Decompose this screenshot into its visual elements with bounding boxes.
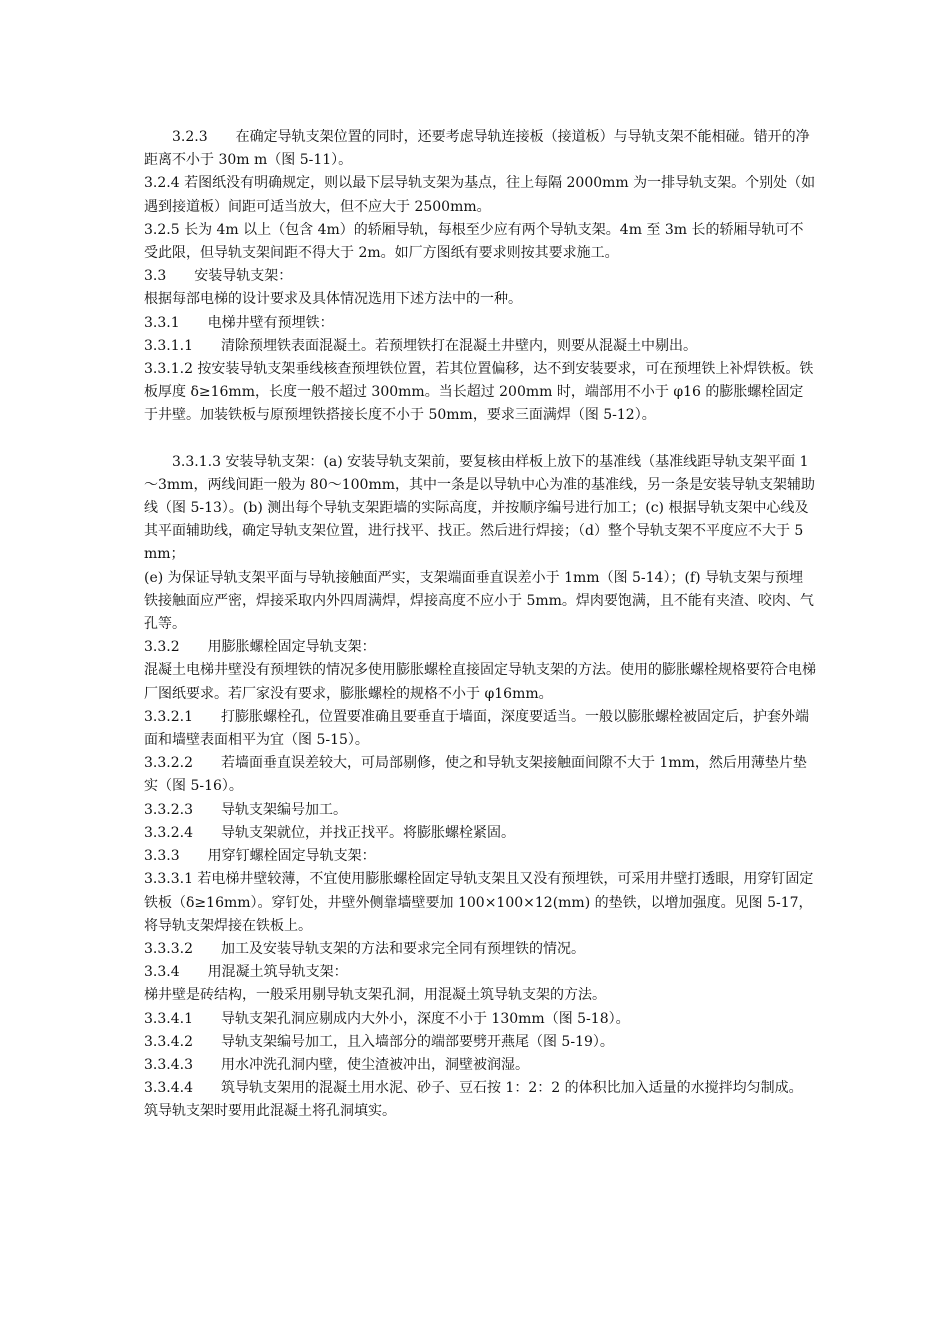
paragraph-3-3-1-3: 3.3.1.3 安装导轨支架：(a) 安装导轨支架前，要复核由样板上放下的基准线（基准线距导轨支架平面 1～3mm，两线间距一般为 80～100mm，其中一条是以导轨中心为准的基准线，另一条是安装导轨支架辅助线（图 5-13）。(b) 测出每个导轨支架距墙的实际高度，并按顺序编号进行加工；(c) 根据导轨支架中心线及其平面辅助线，确定导轨支架位置，进行找平、找正。然后进行焊接；（d）整个导轨支架不平度应不大于 5mm；: [144, 453, 815, 563]
paragraph-3-2-3: 3.2.3 在确定导轨支架位置的同时，还要考虑导轨连接板（接道板）与导轨支架不能相碰。错开的净距离不小于 30m m（图 5-11）。: [144, 129, 810, 169]
paragraph-3-3-2-4: 3.3.2.4 导轨支架就位，并找正找平。将膨胀螺栓紧固。: [144, 824, 515, 841]
paragraph-3-3-4-3: 3.3.4.3 用水冲洗孔洞内壁，使尘渣被冲出，洞壁被润湿。: [144, 1056, 529, 1073]
paragraph-brick-wall-intro: 梯井壁是砖结构，一般采用剔导轨支架孔洞，用混凝土筑导轨支架的方法。: [144, 987, 606, 1004]
paragraph-3-3-1-3-continued: (e) 为保证导轨支架平面与导轨接触面严实，支架端面垂直误差小于 1mm（图 5-14）；(f) 导轨支架与预埋铁接触面应严密，焊接采取内外四周满焊，焊接高度不应小于 5mm。焊肉要饱满，且不能有夹渣、咬肉、气孔等。: [144, 569, 814, 633]
paragraph-3-3-4-2: 3.3.4.2 导轨支架编号加工，且入墙部分的端部要劈开燕尾（图 5-19）。: [144, 1033, 614, 1050]
paragraph-method-intro: 根据每部电梯的设计要求及具体情况选用下述方法中的一种。: [144, 291, 522, 308]
paragraph-3-3-3-2: 3.3.3.2 加工及安装导轨支架的方法和要求完全同有预埋铁的情况。: [144, 940, 585, 957]
paragraph-3-3-3-1: 3.3.3.1 若电梯井壁较薄，不宜使用膨胀螺栓固定导轨支架且又没有预埋铁，可采用井壁打透眼，用穿钉固定铁板（δ≥16mm）。穿钉处，井壁外侧靠墙壁要加 100×100×12(mm) 的垫铁，以增加强度。见图 5-17，将导轨支架焊接在铁板上。: [144, 871, 814, 934]
paragraph-3-2-4: 3.2.4 若图纸没有明确规定，则以最下层导轨支架为基点，往上每隔 2000mm 为一排导轨支架。个别处（如遇到接道板）间距可适当放大，但不应大于 2500mm。: [144, 175, 816, 215]
paragraph-3-3-2-1: 3.3.2.1 打膨胀螺栓孔，位置要准确且要垂直于墙面，深度要适当。一般以膨胀螺栓被固定后，护套外端面和墙壁表面相平为宜（图 5-15）。: [144, 708, 809, 749]
paragraph-3-3-4-4: 3.3.4.4 筑导轨支架用的混凝土用水泥、砂子、豆石按 1：2：2 的体积比加入适量的水搅拌均匀制成。筑导轨支架时要用此混凝土将孔洞填实。: [144, 1080, 803, 1120]
heading-3-3-1: 3.3.1 电梯井壁有预埋铁：: [144, 314, 334, 331]
paragraph-spacer: [144, 428, 816, 451]
paragraph-3-3-1-2: 3.3.1.2 按安装导轨支架垂线核查预埋铁位置，若其位置偏移，达不到安装要求，可在预埋铁上补焊铁板。铁板厚度 δ≥16mm，长度一般不超过 300mm。当长超过 200mm 时，端部用不小于 φ16 的膨胀螺栓固定于井壁。加装铁板与原预埋铁搭接长度不小于 50mm，要求三面满焊（图 5-12）。: [144, 361, 814, 424]
document-body: [144, 126, 816, 1124]
paragraph-3-3-2-3: 3.3.2.3 导轨支架编号加工。: [144, 801, 347, 818]
heading-3-3-3: 3.3.3 用穿钉螺栓固定导轨支架：: [144, 848, 376, 865]
heading-3-3-4: 3.3.4 用混凝土筑导轨支架：: [144, 964, 348, 981]
heading-3-3-2: 3.3.2 用膨胀螺栓固定导轨支架：: [144, 639, 376, 656]
heading-3-3: 3.3 安装导轨支架：: [144, 268, 293, 285]
paragraph-expansion-bolt-intro: 混凝土电梯井壁没有预埋铁的情况多使用膨胀螺栓直接固定导轨支架的方法。使用的膨胀螺栓规格要符合电梯厂图纸要求。若厂家没有要求，膨胀螺栓的规格不小于 φ16mm。: [144, 662, 816, 702]
paragraph-3-3-4-1: 3.3.4.1 导轨支架孔洞应剔成内大外小，深度不小于 130mm（图 5-18）。: [144, 1010, 630, 1027]
paragraph-3-3-2-2: 3.3.2.2 若墙面垂直误差较大，可局部剔修，使之和导轨支架接触面间隙不大于 1mm，然后用薄垫片垫实（图 5-16）。: [144, 755, 807, 795]
paragraph-3-2-5: 3.2.5 长为 4m 以上（包含 4m）的轿厢导轨，每根至少应有两个导轨支架。4m 至 3m 长的轿厢导轨可不受此限，但导轨支架间距不得大于 2m。如厂方图纸有要求则按其要求施工。: [144, 221, 804, 262]
paragraph-3-3-1-1: 3.3.1.1 清除预埋铁表面混凝土。若预埋铁打在混凝土井壁内，则要从混凝土中剔出。: [144, 337, 697, 354]
